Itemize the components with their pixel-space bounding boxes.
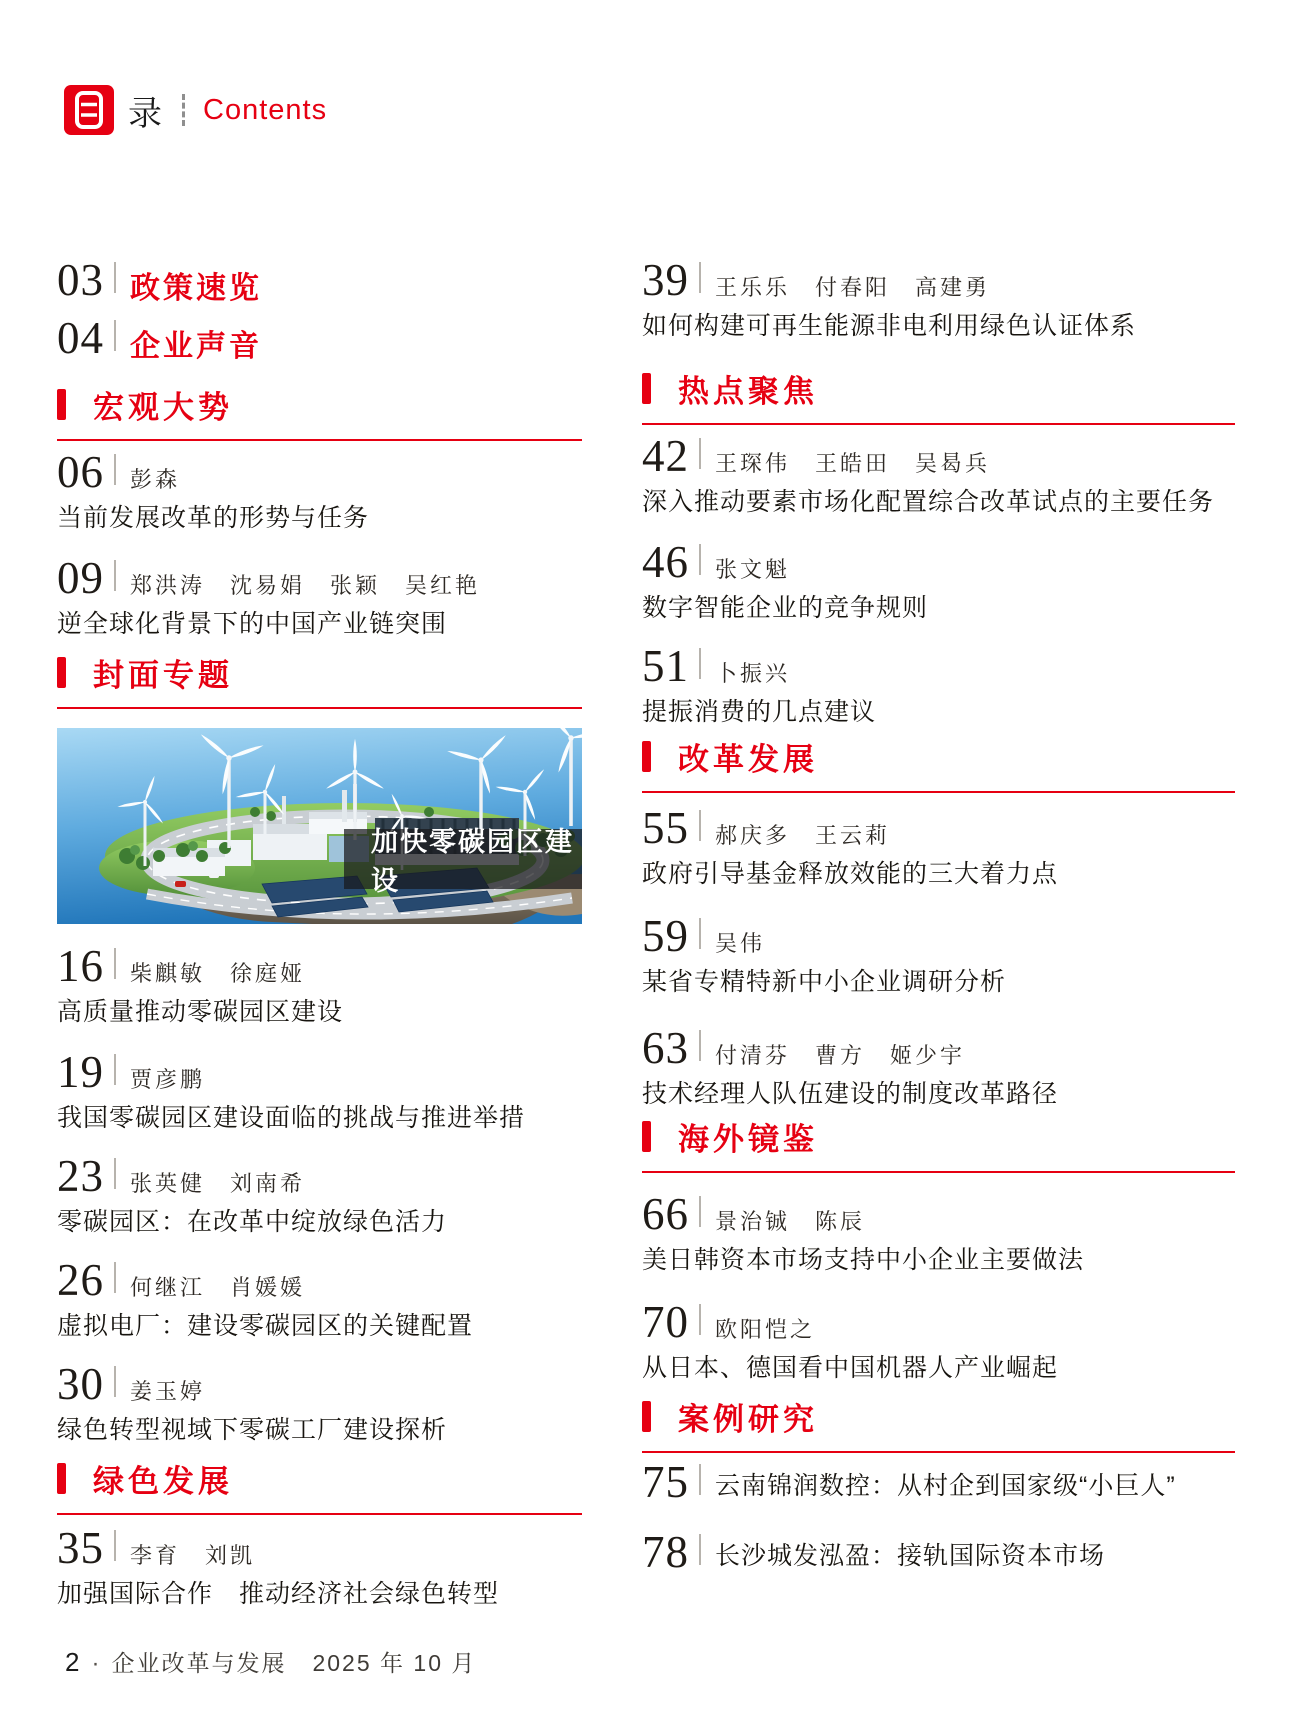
section-rule [57, 1513, 582, 1515]
page-separator [699, 1030, 701, 1061]
page-separator [114, 320, 116, 351]
page-number: 16 [57, 941, 104, 991]
section-title: 热点聚焦 [678, 374, 818, 409]
rubric-title: 政策速览 [130, 272, 262, 305]
article-title: 技术经理人队伍建设的制度改革路径 [642, 1080, 1059, 1108]
page-separator [699, 262, 701, 293]
page-number: 55 [642, 803, 689, 853]
page-separator [699, 918, 701, 949]
contents-title-en: Contents [203, 93, 328, 126]
article-title: 提振消费的几点建议 [642, 698, 877, 726]
page-number: 42 [642, 431, 689, 481]
toc-entry-p42[interactable] [642, 431, 1235, 517]
page-number: 06 [57, 447, 104, 497]
page-number: 03 [57, 255, 104, 305]
section-title: 改革发展 [678, 742, 818, 777]
author-names: 姜玉婷 [130, 1379, 206, 1404]
page-number: 39 [642, 255, 689, 305]
contents-title-cn: 录 [128, 94, 162, 133]
page-separator [114, 948, 116, 979]
page-separator [114, 560, 116, 591]
page-separator [699, 1534, 701, 1565]
section-header-cover-feature [57, 650, 582, 709]
toc-entry-p70[interactable] [642, 1297, 1235, 1383]
article-title: 我国零碳园区建设面临的挑战与推进举措 [57, 1104, 526, 1132]
toc-entry-p30[interactable] [57, 1359, 582, 1445]
author-names: 王乐乐 付春阳 高建勇 [715, 275, 991, 300]
section-bar-icon [642, 373, 651, 404]
author-names: 何继江 肖媛媛 [130, 1275, 306, 1300]
page-separator [699, 1196, 701, 1227]
page-number: 59 [642, 911, 689, 961]
page-number: 19 [57, 1047, 104, 1097]
toc-entry-enterprise-voice[interactable] [57, 313, 582, 365]
rubric-title: 企业声音 [130, 330, 262, 363]
page-separator [699, 1464, 701, 1495]
article-title: 如何构建可再生能源非电利用绿色认证体系 [642, 312, 1137, 340]
author-names: 王琛伟 王皓田 吴曷兵 [715, 451, 991, 476]
author-names: 欧阳恺之 [715, 1317, 816, 1342]
section-bar-icon [57, 657, 66, 688]
article-title: 云南锦润数控：从村企到国家级“小巨人” [715, 1472, 1176, 1500]
section-title: 绿色发展 [93, 1464, 233, 1499]
page-number: 51 [642, 641, 689, 691]
page-number: 78 [642, 1527, 689, 1577]
page-separator [114, 1158, 116, 1189]
footer-page-number: 2 [65, 1647, 80, 1677]
toc-entry-p16[interactable] [57, 941, 582, 1027]
article-title: 美日韩资本市场支持中小企业主要做法 [642, 1246, 1085, 1274]
section-title: 案例研究 [678, 1402, 818, 1437]
author-names: 张英健 刘南希 [130, 1171, 306, 1196]
toc-entry-policy-brief[interactable] [57, 255, 582, 307]
section-header-macro [57, 382, 582, 441]
toc-entry-p46[interactable] [642, 537, 1235, 623]
toc-entry-p39[interactable] [642, 255, 1235, 341]
cover-image [57, 728, 582, 924]
author-names: 李育 刘凯 [130, 1543, 256, 1568]
toc-column-right [642, 0, 1235, 1728]
author-names: 柴麒敏 徐庭娅 [130, 961, 306, 986]
page-separator [114, 454, 116, 485]
section-header-green-dev [57, 1456, 582, 1515]
toc-entry-p09[interactable] [57, 553, 582, 639]
toc-entry-p06[interactable] [57, 447, 582, 533]
article-title: 某省专精特新中小企业调研分析 [642, 968, 1007, 996]
section-bar-icon [642, 1401, 651, 1432]
page-separator [114, 1262, 116, 1293]
toc-entry-p19[interactable] [57, 1047, 582, 1133]
toc-entry-p51[interactable] [642, 641, 1235, 727]
page-number: 09 [57, 553, 104, 603]
toc-entry-p66[interactable] [642, 1189, 1235, 1275]
footer-issue: 2025 年 10 月 [312, 1650, 477, 1676]
page-number: 30 [57, 1359, 104, 1409]
toc-entry-p75[interactable] [642, 1457, 1235, 1507]
page-separator [699, 438, 701, 469]
article-title: 虚拟电厂：建设零碳园区的关键配置 [57, 1312, 474, 1340]
page-number: 70 [642, 1297, 689, 1347]
toc-column-left [57, 0, 582, 1728]
cover-caption: 加快零碳园区建设 [371, 827, 574, 896]
author-names: 付清芬 曹方 姬少宇 [715, 1043, 966, 1068]
page-separator [114, 1054, 116, 1085]
toc-entry-p78[interactable] [642, 1527, 1235, 1577]
article-title: 长沙城发泓盈：接轨国际资本市场 [715, 1542, 1106, 1570]
cover-caption-band [344, 827, 582, 896]
page-number: 46 [642, 537, 689, 587]
author-names: 卜振兴 [715, 661, 791, 686]
article-title: 政府引导基金释放效能的三大着力点 [642, 860, 1059, 888]
section-header-case-studies [642, 1394, 1235, 1453]
toc-entry-p63[interactable] [642, 1023, 1235, 1109]
article-title: 高质量推动零碳园区建设 [57, 998, 344, 1026]
section-title: 封面专题 [93, 658, 233, 693]
author-names: 景治铖 陈辰 [715, 1209, 866, 1234]
page-separator [114, 1366, 116, 1397]
page-separator [699, 544, 701, 575]
author-names: 彭森 [130, 467, 181, 492]
page-separator [114, 262, 116, 293]
section-header-reform-dev [642, 734, 1235, 793]
page-number: 23 [57, 1151, 104, 1201]
section-bar-icon [642, 741, 651, 772]
page-footer [65, 1645, 476, 1678]
section-header-overseas [642, 1114, 1235, 1173]
toc-entry-p35[interactable] [57, 1523, 582, 1609]
author-names: 郑洪涛 沈易娟 张颖 吴红艳 [130, 573, 481, 598]
article-title: 加强国际合作 推动经济社会绿色转型 [57, 1580, 500, 1608]
page-separator [114, 1530, 116, 1561]
author-names: 郝庆多 王云莉 [715, 823, 891, 848]
section-bar-icon [57, 1463, 66, 1494]
article-title: 当前发展改革的形势与任务 [57, 504, 370, 532]
footer-dot: · [91, 1650, 100, 1677]
page-separator [699, 810, 701, 841]
toc-entry-p26[interactable] [57, 1255, 582, 1341]
author-names: 贾彦鹏 [130, 1067, 206, 1092]
article-title: 深入推动要素市场化配置综合改革试点的主要任务 [642, 488, 1215, 516]
section-rule [642, 791, 1235, 793]
section-rule [642, 1171, 1235, 1173]
section-bar-icon [57, 389, 66, 420]
page-number: 04 [57, 313, 104, 363]
toc-entry-p55[interactable] [642, 803, 1235, 889]
section-title: 海外镜鉴 [678, 1122, 818, 1157]
author-names: 张文魁 [715, 557, 791, 582]
page-number: 66 [642, 1189, 689, 1239]
section-rule [57, 707, 582, 709]
section-rule [642, 423, 1235, 425]
toc-entry-p59[interactable] [642, 911, 1235, 997]
section-title: 宏观大势 [93, 390, 233, 425]
page-number: 63 [642, 1023, 689, 1073]
section-rule [642, 1451, 1235, 1453]
author-names: 吴伟 [715, 931, 766, 956]
section-header-hot-topics [642, 366, 1235, 425]
page-separator [699, 1304, 701, 1335]
section-rule [57, 439, 582, 441]
page-number: 35 [57, 1523, 104, 1573]
article-title: 从日本、德国看中国机器人产业崛起 [642, 1354, 1059, 1382]
article-title: 逆全球化背景下的中国产业链突围 [57, 610, 448, 638]
section-bar-icon [642, 1121, 651, 1152]
toc-entry-p23[interactable] [57, 1151, 582, 1237]
page-number: 26 [57, 1255, 104, 1305]
article-title: 零碳园区：在改革中绽放绿色活力 [57, 1208, 448, 1236]
footer-journal-name: 企业改革与发展 [111, 1650, 287, 1676]
article-title: 绿色转型视域下零碳工厂建设探析 [57, 1416, 448, 1444]
page-number: 75 [642, 1457, 689, 1507]
page-separator [699, 648, 701, 679]
article-title: 数字智能企业的竞争规则 [642, 594, 929, 622]
